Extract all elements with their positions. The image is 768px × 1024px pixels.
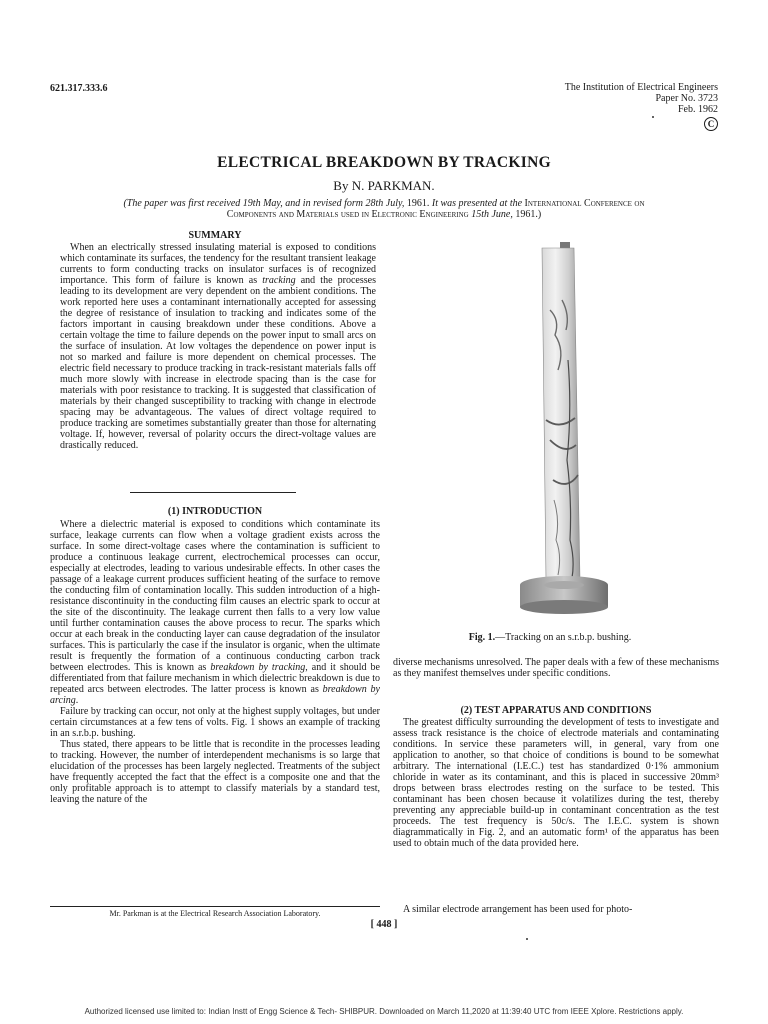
introduction-text	[50, 519, 380, 805]
received-note	[60, 198, 708, 220]
summary-emphasis: tracking	[262, 275, 296, 286]
term-arcing: breakdown by arcing	[50, 684, 380, 706]
footnote-divider	[50, 906, 380, 907]
author-footnote: Mr. Parkman is at the Electrical Research Association Laboratory.	[109, 909, 321, 918]
intro-paragraph-2: Failure by tracking can occur, not only at the highest supply voltages, but under certain circumstances at a few tens of volts. Fig. 1 shows an example of tracking in an s.r.b.p. bushing.	[50, 706, 380, 739]
copyright-icon: C	[704, 117, 718, 131]
figure-caption	[380, 632, 720, 643]
received-year: 1961.	[406, 198, 430, 209]
conference-name-2: Components and Materials used in Electronic Engineering	[226, 209, 469, 220]
summary-part-1: When an electrically stressed insulating material is exposed to conditions which contaminate its surfaces, the tendency for the resultant transient leakage currents to form conducting tracks on insulator surfaces is of recognized importance. This form of failure is known as	[60, 242, 376, 286]
introduction-heading: (1) INTRODUCTION	[167, 506, 263, 517]
summary-heading: SUMMARY	[188, 230, 242, 241]
intro-paragraph-3: Thus stated, there appears to be little that is recondite in the processes leading to tracking. However, the number of interdependent mechanisms is so large that elucidation of the processes has been largely neglected. Treatments of the subject have frequently accepted the fact that the effect is a composite one and that the only profitable approach is to attempt to classify materials by a standard test, leaving the nature of the	[50, 739, 380, 805]
license-notice: Authorized licensed use limited to: Indian Instt of Engg Science & Tech- SHIBPUR. Downloaded on March 11,2020 at 11:39:40 UTC from IEEE Xplore. Restrictions apply.	[84, 1007, 684, 1016]
summary-part-2: and the processes leading to its development are very dependent on the ambient conditions. The work reported here uses a contaminant internationally accepted for assessing the degree of resistance of insulation to tracking and indicates some of the factors important in causing breakdown under these conditions. Above a certain voltage the time to failure depends on the power input to small arcs on the surface of insulation. At low voltages the dependence on power input is not so marked and failure is more dependent on chemical processes. The electric field necessary to produce tracking in track-resistant materials falls off much more slowly with increase in electrode spacing than is the case for materials with poor resistance to tracking. It is suggested that classification of materials by their changed susceptibility to tracking with change in electrode spacing may be advantageous. The values of direct voltage required to produce tracking are sometimes substantially greater than those for alternating voltage. If, however, reversal of polarity occurs the direct-voltage values are drastically reduced.	[60, 275, 376, 451]
paper-number: Paper No. 3723	[655, 93, 718, 104]
continuation-text: diverse mechanisms unresolved. The paper deals with a few of these mechanisms as they manifest themselves under specific conditions.	[393, 657, 719, 679]
received-text-3: 15th June,	[468, 209, 516, 220]
speck	[652, 116, 654, 118]
received-text-1: (The paper was first received 19th May, and in revised form 28th July,	[123, 198, 407, 209]
received-text-2: It was presented at the	[429, 198, 525, 209]
test-paragraph-1: The greatest difficulty surrounding the development of tests to investigate and assess track resistance is the choice of electrode materials and contaminating conditions. In service these parameters will, in general, vary from one application to another, so that choice of conditions is bound to be somewhat arbitrary. The international (I.E.C.) test has standardized 0·1% ammonium chloride in water as its contaminant, and this is placed in successive 20mm³ drops between brass electrodes resting on the surface to be tested. This contaminant has been chosen because it volatilizes during the test, thereby preventing any appreciable build-up in contaminant concentration as the test proceeds. The test frequency is 50c/s. The I.E.C. system is shown diagrammatically in Fig. 2, and an automatic form¹ of the apparatus has been used to obtain much of the data provided here.	[393, 717, 719, 849]
term-tracking: breakdown by tracking	[210, 662, 306, 673]
figure-label: Fig. 1.	[468, 632, 496, 643]
page-number: [ 448 ]	[370, 919, 398, 930]
udc-number: 621.317.333.6	[50, 83, 108, 94]
institution-name: The Institution of Electrical Engineers	[564, 82, 718, 93]
speck	[526, 938, 528, 940]
conference-name-1: International Conference on	[524, 198, 645, 209]
paper-author: By N. PARKMAN.	[333, 178, 435, 193]
conference-year: 1961.)	[515, 209, 542, 220]
publisher-block	[565, 82, 718, 131]
test-paragraph-2: A similar electrode arrangement has been used for photo-	[403, 904, 633, 915]
section-divider	[130, 492, 296, 493]
figure-caption-text: —Tracking on an s.r.b.p. bushing.	[495, 632, 632, 643]
intro-paragraph-1: Where a dielectric material is exposed to conditions which contaminate its surface, leakage currents can flow when a voltage gradient exists across the surface. In some direct-voltage cases where the contamination is sufficient to produce a continuous leakage current, electrochemical processes can occur, especially at electrodes, leading to various undesirable effects. In other cases the passage of a leakage current produces sufficient heating of the surface to remove the conducting film of contamination locally. This sudden introduction of a high-resistance discontinuity in the conducting film causes an electric spark to occur at the site of the discontinuity. The leakage current then falls to a very low value until further contamination causes the above process to recur. The sparks which occur at each break in the conducting layer can cause degradation of the insulator surfaces. This is particularly the case if the insulator is organic, when the ultimate result is frequently the formation of a continuous conducting carbon track between electrodes. This is known as breakdown by tracking, and it should be differentiated from that failure mechanism in which dielectric breakdown is due to repeated arcs between electrodes. The latter process is known as breakdown by arcing.	[50, 519, 380, 706]
test-apparatus-text	[393, 717, 719, 849]
paper-title: ELECTRICAL BREAKDOWN BY TRACKING	[217, 154, 551, 171]
summary-text	[60, 242, 376, 451]
bushing-photograph	[520, 240, 640, 630]
test-apparatus-heading: (2) TEST APPARATUS AND CONDITIONS	[460, 705, 652, 716]
publication-date: Feb. 1962	[678, 104, 718, 115]
